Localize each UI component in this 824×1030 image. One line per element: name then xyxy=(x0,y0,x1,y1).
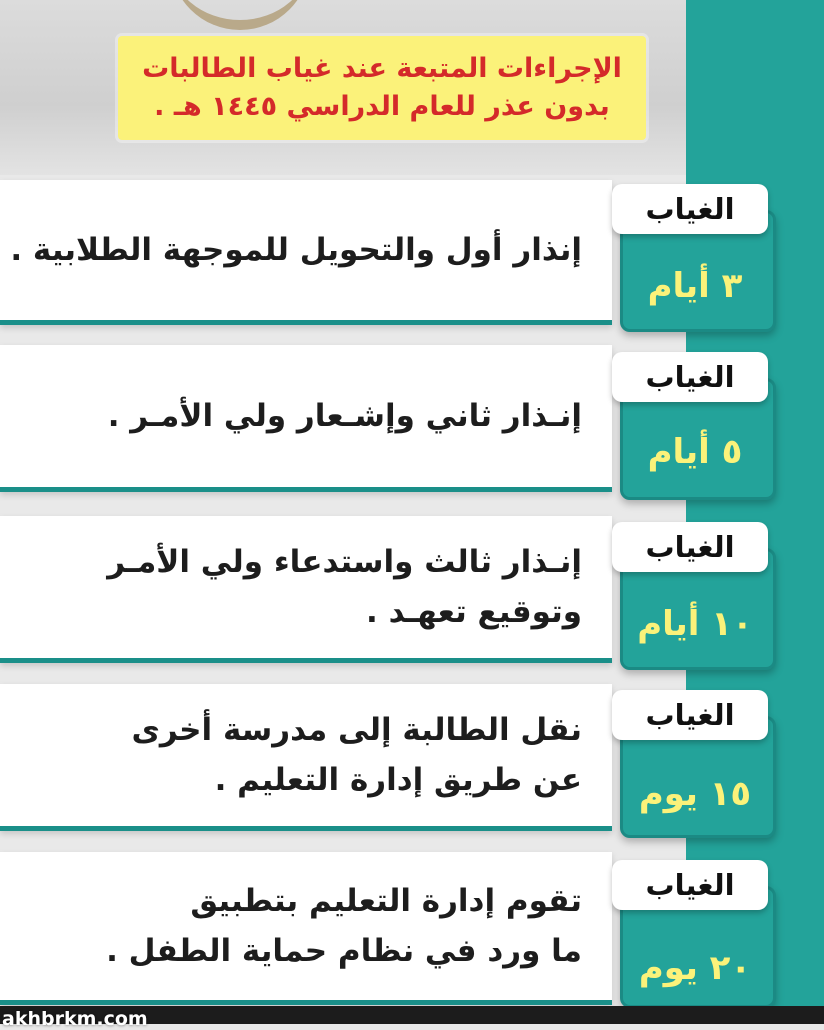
absence-label-4: الغياب xyxy=(612,690,768,740)
days-count-3: ١٠ أيام xyxy=(637,604,753,644)
absence-label-3: الغياب xyxy=(612,522,768,572)
days-count-5: ٢٠ يوم xyxy=(638,948,752,988)
action-line: تقوم إدارة التعليم بتطبيق xyxy=(190,883,582,919)
absence-label-1: الغياب xyxy=(612,184,768,234)
watermark: akhbrkm.com xyxy=(2,1008,148,1030)
action-line: إنـذار ثاني وإشـعار ولي الأمـر . xyxy=(107,398,582,434)
action-line: وتوقيع تعهـد . xyxy=(366,594,582,630)
action-text-4 xyxy=(10,684,582,826)
absence-label-2: الغياب xyxy=(612,352,768,402)
title-line-2: بدون عذر للعام الدراسي ١٤٤٥ هـ . xyxy=(154,91,610,122)
action-text-5 xyxy=(10,852,582,1000)
action-text-3 xyxy=(10,516,582,658)
title-banner xyxy=(118,36,646,140)
title-line-1: الإجراءات المتبعة عند غياب الطالبات xyxy=(142,53,622,84)
absence-label-5: الغياب xyxy=(612,860,768,910)
action-card-3 xyxy=(0,516,612,663)
days-count-2: ٥ أيام xyxy=(647,432,743,472)
action-card-5 xyxy=(0,852,612,1005)
action-line: نقل الطالبة إلى مدرسة أخرى xyxy=(131,712,582,748)
action-line: إنـذار ثالث واستدعاء ولي الأمـر xyxy=(107,544,582,580)
action-line: ما ورد في نظام حماية الطفل . xyxy=(106,933,582,969)
days-count-1: ٣ أيام xyxy=(647,266,743,306)
decorative-arc xyxy=(170,0,310,30)
action-card-1 xyxy=(0,180,612,325)
action-text-2 xyxy=(10,345,582,487)
action-line: عن طريق إدارة التعليم . xyxy=(214,762,582,798)
action-line: إنذار أول والتحويل للموجهة الطلابية . xyxy=(10,232,582,268)
days-count-4: ١٥ يوم xyxy=(638,774,752,814)
action-text-1 xyxy=(10,180,582,320)
action-card-4 xyxy=(0,684,612,831)
action-card-2 xyxy=(0,345,612,492)
